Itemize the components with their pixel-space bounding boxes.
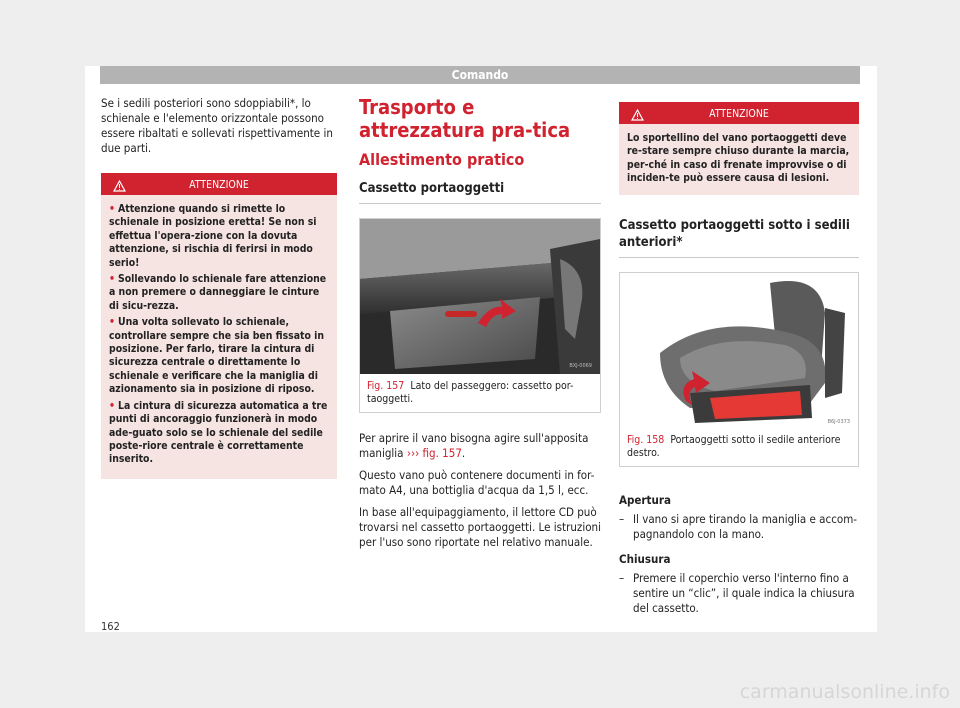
section-title: Trasporto e attrezzatura pra-tica: [359, 95, 571, 142]
section-header: Comando: [100, 66, 860, 84]
section-subtitle: Allestimento pratico: [359, 150, 525, 169]
glovebox-image: [360, 219, 600, 374]
column-left: [101, 96, 337, 479]
paragraph-cd-player: In base all'equipaggiamento, il lettore CD può trovarsi nel cassetto portaoggetti. Le istruzioni per l'uso sono riportate nel relativo manuale.: [359, 505, 601, 549]
figure-code: B6J-0373: [827, 418, 850, 425]
intro-paragraph: Se i sedili posteriori sono sdoppiabili*, lo schienale e l'elemento orizzontale possono essere ribaltati e sollevati rispettivamente in due parti.: [101, 96, 333, 155]
warning-triangle-icon: [631, 108, 644, 128]
figure-caption: Fig. 157 Lato del passeggero: cassetto por-taoggetti.: [367, 380, 574, 405]
warning-label: ATTENZIONE: [709, 108, 769, 120]
warning-box-glovebox: [619, 102, 859, 195]
warning-body: [101, 195, 337, 479]
warning-body: Lo sportellino del vano portaoggetti deve re-stare sempre chiuso durante la marcia, per-ché in caso di frenate improvvise o di inciden-te può essere causa di lesioni.: [627, 132, 850, 185]
seat-drawer-image: [620, 273, 858, 428]
figure-code: BXJ-0069: [569, 363, 592, 369]
figure-glovebox: [359, 218, 601, 413]
bullet-icon: •: [109, 399, 115, 412]
warning-item: • Una volta sollevato lo schienale, controllare sempre che sia ben fissato in posizione. Per farlo, tirare la cintura di sicurezza centrale o direttamente lo schienale e verificare che la maniglia di azionamento sia in posizione di riposo.: [109, 316, 325, 396]
warning-header: [619, 104, 859, 124]
bullet-icon: •: [109, 203, 115, 215]
step-opening: – Il vano si apre tirando la maniglia e accom-pagnandolo con la mano.: [619, 511, 858, 541]
figure-reference-link[interactable]: ››› fig. 157: [406, 446, 462, 460]
paragraph-open: Per aprire il vano bisogna agire sull'apposita maniglia ››› fig. 157.: [359, 431, 589, 460]
figure-caption: Fig. 158 Portaoggetti sotto il sedile anteriore destro.: [627, 433, 841, 459]
warning-triangle-icon: [113, 179, 126, 199]
dash-icon: –: [619, 570, 625, 585]
label-opening: Apertura: [619, 492, 671, 507]
dash-icon: –: [619, 511, 625, 526]
label-closing: Chiusura: [619, 551, 671, 566]
warning-header: [101, 175, 337, 195]
warning-box: [101, 173, 337, 479]
subsection-heading-seat: Cassetto portaoggetti sotto i sedili anteriori*: [619, 217, 859, 258]
page-number: 162: [101, 620, 120, 633]
warning-item: • La cintura di sicurezza automatica a tre punti di ancoraggio funzionerà in modo ade-guato solo se lo schienale del sedile poste-riore centrale è correttamente inserito.: [109, 399, 328, 466]
bullet-icon: •: [109, 316, 115, 329]
figure-seat-drawer: [619, 272, 859, 467]
column-right: [619, 96, 859, 622]
warning-label: ATTENZIONE: [189, 179, 249, 191]
watermark: carmanualsonline.info: [739, 681, 950, 703]
warning-item: • Attenzione quando si rimette lo schienale in posizione eretta! Se non si effettua l'opera-zione con la dovuta attenzione, si rischia di ferirsi in modo serio!: [109, 203, 317, 269]
warning-item: • Sollevando lo schienale fare attenzione a non premere o danneggiare le cinture di sicu-rezza.: [109, 273, 327, 312]
bullet-icon: •: [109, 273, 115, 286]
column-middle: [359, 96, 601, 557]
subsection-heading: Cassetto portaoggetti: [359, 180, 601, 204]
paragraph-capacity: Questo vano può contenere documenti in for-mato A4, una bottiglia d'acqua da 1,5 l, ecc.: [359, 468, 595, 497]
step-closing: – Premere il coperchio verso l'interno fino a sentire un “clic”, il quale indica la chiusura del cassetto.: [619, 570, 855, 615]
